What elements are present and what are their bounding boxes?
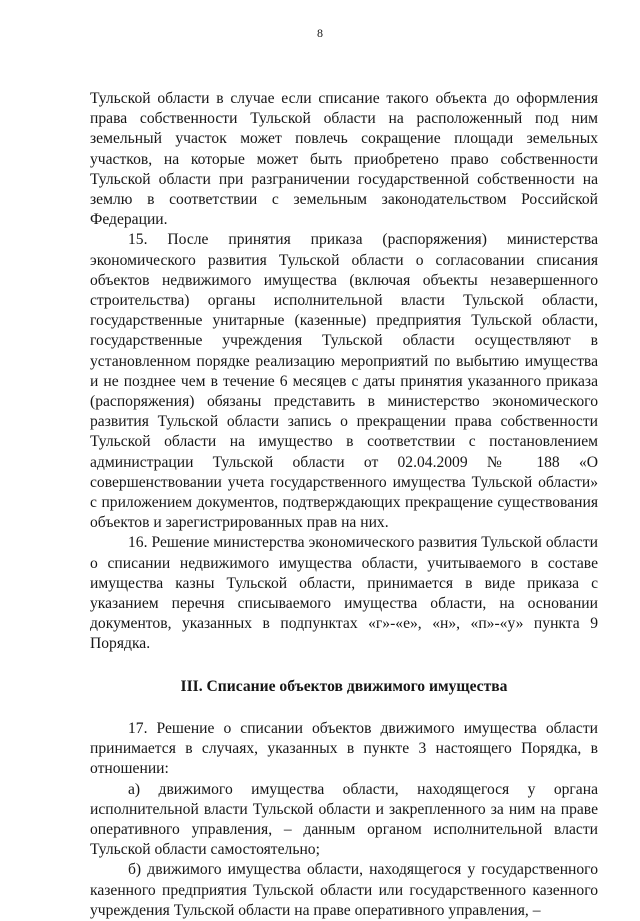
paragraph-continuation: Тульской области в случае если списание такого объекта до оформления права собственности Тульской области на расположенный под ним земельный участок может повлечь сокращение площади земельных участков, на которые может быть приобретено право собственности Тульской области при разграничении государственной собственности на землю в соответствии с земельным законодательством Российской Федерации. <box>90 90 598 229</box>
section-heading: III. Списание объектов движимого имущества <box>180 677 508 695</box>
paragraph-17b: б) движимого имущества области, находящегося у государственного казенного предприятия Тульской области или государственного казенного учреждения Тульской области на праве оперативного управления, – <box>90 861 598 919</box>
paragraph-17a: а) движимого имущества области, находящегося у органа исполнительной власти Тульской области и закрепленного за ним на праве оперативного управления, – данным органом исполнительной власти Тульской области самостоятельно; <box>90 780 598 859</box>
document-body <box>90 89 598 921</box>
paragraph-17: 17. Решение о списании объектов движимого имущества области принимается в случаях, указанных в пункте 3 настоящего Порядка, в отношении: <box>90 719 598 778</box>
paragraph-15: 15. После принятия приказа (распоряжения) министерства экономического развития Тульской области о согласовании списания объектов недвижимого имущества (включая объекты незавершенного строительства) органы исполнительной власти Тульской области, государственные унитарные (казенные) предприятия Тульской области, государственные учреждения Тульской области осуществляют в установленном порядке реализацию мероприятий по выбытию имущества и не позднее чем в течение 6 месяцев с даты принятия указанного приказа (распоряжения) обязаны представить в министерство экономического развития Тульской области запись о прекращении права собственности Тульской области на имущество в соответствии с постановлением администрации Тульской области от 02.04.2009 № 188 «О совершенствовании учета государственного имущества Тульской области» с приложением документов, подтверждающих прекращение существования объектов и зарегистрированных прав на них. <box>90 231 598 532</box>
page-number: 8 <box>317 26 323 40</box>
paragraph-16: 16. Решение министерства экономического развития Тульской области о списании недвижимого имущества области, учитываемого в составе имущества казны Тульской области, принимается в виде приказа с указанием перечня списываемого имущества области, на основании документов, указанных в подпунктах «г»-«е», «н», «п»-«у» пункта 9 Порядка. <box>90 534 598 653</box>
